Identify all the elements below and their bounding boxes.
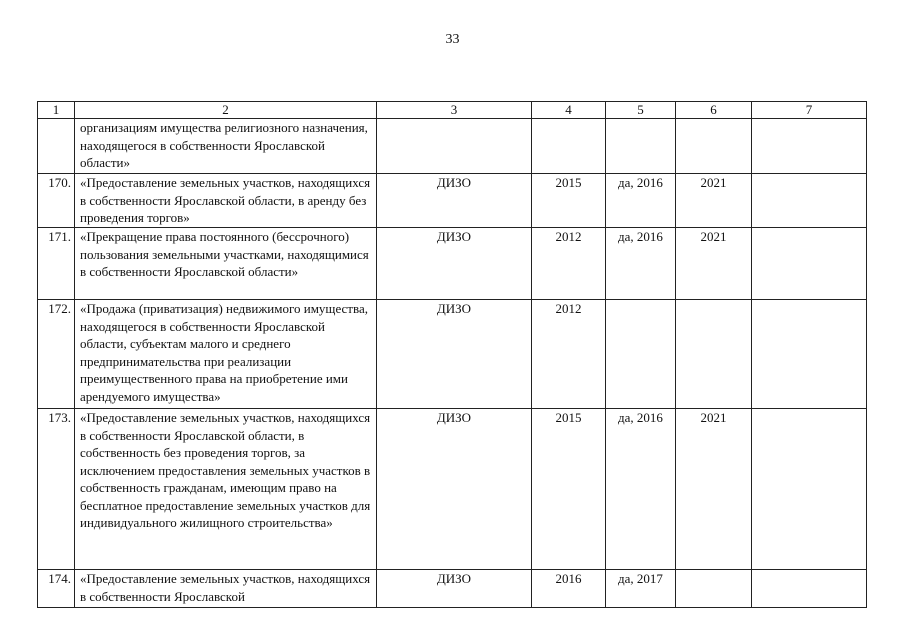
end-year: [676, 300, 752, 409]
department: ДИЗО: [377, 228, 532, 300]
note: [752, 228, 867, 300]
department: [377, 119, 532, 174]
status: [606, 119, 676, 174]
end-year: 2021: [676, 409, 752, 570]
row-number: 173.: [38, 409, 75, 570]
end-year: [676, 570, 752, 608]
table-row: [38, 228, 867, 300]
page-number: 33: [445, 32, 460, 47]
registry-table: [37, 101, 867, 608]
service-name: «Продажа (приватизация) недвижимого имущества, находящегося в собственности Ярославской области, субъектам малого и среднего предпринимательства при реализации преимущественного права на приобретение ими арендуемого имущества»: [75, 300, 377, 409]
table-row: [38, 119, 867, 174]
row-number: [38, 119, 75, 174]
department: ДИЗО: [377, 409, 532, 570]
department: ДИЗО: [377, 300, 532, 409]
service-name: «Прекращение права постоянного (бессрочного) пользования земельными участками, находящимися в собственности Ярославской области»: [75, 228, 377, 300]
header-cell: 2: [75, 102, 377, 119]
note: [752, 570, 867, 608]
note: [752, 409, 867, 570]
row-number: 170.: [38, 174, 75, 228]
service-name: «Предоставление земельных участков, находящихся в собственности Ярославской области, в аренду без проведения торгов»: [75, 174, 377, 228]
status: [606, 300, 676, 409]
end-year: 2021: [676, 228, 752, 300]
year: 2012: [532, 228, 606, 300]
status: да, 2017: [606, 570, 676, 608]
status: да, 2016: [606, 228, 676, 300]
service-name: организациям имущества религиозного назначения, находящегося в собственности Ярославской области»: [75, 119, 377, 174]
status: да, 2016: [606, 174, 676, 228]
table-row: [38, 409, 867, 570]
table-header-row: [38, 102, 867, 119]
service-name: «Предоставление земельных участков, находящихся в собственности Ярославской области, в собственность без проведения торгов, за исключением предоставления земельных участков в собственность гражданам, имеющим право на бесплатное предоставление земельных участков для индивидуального жилищного строительства»: [75, 409, 377, 570]
header-cell: 7: [752, 102, 867, 119]
note: [752, 174, 867, 228]
table-row: [38, 570, 867, 608]
end-year: 2021: [676, 174, 752, 228]
year: 2015: [532, 174, 606, 228]
header-cell: 3: [377, 102, 532, 119]
header-cell: 4: [532, 102, 606, 119]
note: [752, 300, 867, 409]
header-cell: 6: [676, 102, 752, 119]
table-row: [38, 174, 867, 228]
department: ДИЗО: [377, 174, 532, 228]
row-number: 174.: [38, 570, 75, 608]
table-row: [38, 300, 867, 409]
header-cell: 1: [38, 102, 75, 119]
row-number: 172.: [38, 300, 75, 409]
service-name: «Предоставление земельных участков, находящихся в собственности Ярославской: [75, 570, 377, 608]
status: да, 2016: [606, 409, 676, 570]
year: [532, 119, 606, 174]
year: 2016: [532, 570, 606, 608]
header-cell: 5: [606, 102, 676, 119]
year: 2012: [532, 300, 606, 409]
row-number: 171.: [38, 228, 75, 300]
note: [752, 119, 867, 174]
year: 2015: [532, 409, 606, 570]
end-year: [676, 119, 752, 174]
department: ДИЗО: [377, 570, 532, 608]
